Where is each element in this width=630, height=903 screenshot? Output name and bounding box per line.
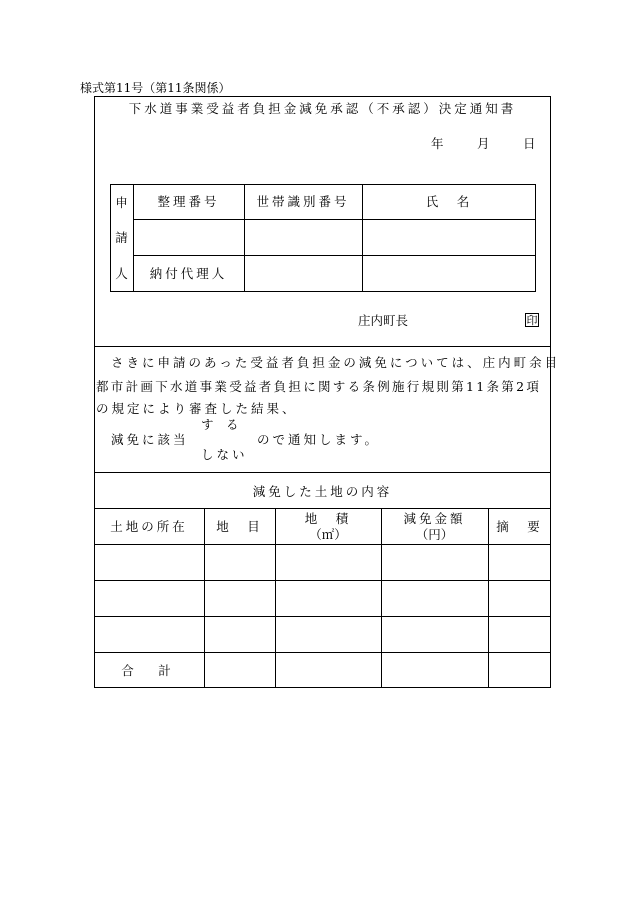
col-land-area: 地 積 <box>304 511 352 526</box>
form-number-label: 様式第11号（第11条関係） <box>80 81 231 95</box>
total-label: 合 計 <box>121 663 177 678</box>
col-reduction-amount-unit: （円） <box>415 527 454 542</box>
col-remarks: 摘 要 <box>496 519 543 534</box>
body-line-2: 都市計画下水道事業受益者負担に関する条例施行規則第11条第2項 <box>96 379 542 394</box>
body-prefix: 減免に該当 <box>111 432 189 447</box>
body-line-1: さきに申請のあった受益者負担金の減免については、庄内町余目 <box>111 355 561 370</box>
applicant-side-label-1: 申 <box>115 195 128 210</box>
land-section-heading: 減免した土地の内容 <box>252 484 393 499</box>
col-land-location: 土地の所在 <box>110 519 188 534</box>
applicant-side-label-3: 人 <box>115 266 128 281</box>
agent-label: 納付代理人 <box>149 266 228 281</box>
body-line-3: の規定により審査した結果、 <box>96 401 298 416</box>
header-reference-number: 整理番号 <box>157 194 220 209</box>
option-not: しない <box>201 447 248 462</box>
seal-stamp: 印 <box>526 314 538 327</box>
col-reduction-amount: 減免金額 <box>403 511 466 526</box>
col-land-category: 地 目 <box>216 519 263 534</box>
date-month: 月 <box>477 136 490 151</box>
option-do: す る <box>201 417 239 432</box>
issuer-title: 庄内町長 <box>358 313 409 328</box>
date-day: 日 <box>523 136 536 151</box>
header-name: 氏 名 <box>425 194 473 209</box>
applicant-side-label-2: 請 <box>115 230 128 245</box>
body-suffix: ので通知します。 <box>257 432 381 447</box>
document-title: 下水道事業受益者負担金減免承認（不承認）決定通知書 <box>128 101 517 116</box>
col-land-area-unit: （㎡） <box>309 527 347 542</box>
header-household-id: 世帯識別番号 <box>256 194 350 209</box>
date-year: 年 <box>431 136 444 151</box>
